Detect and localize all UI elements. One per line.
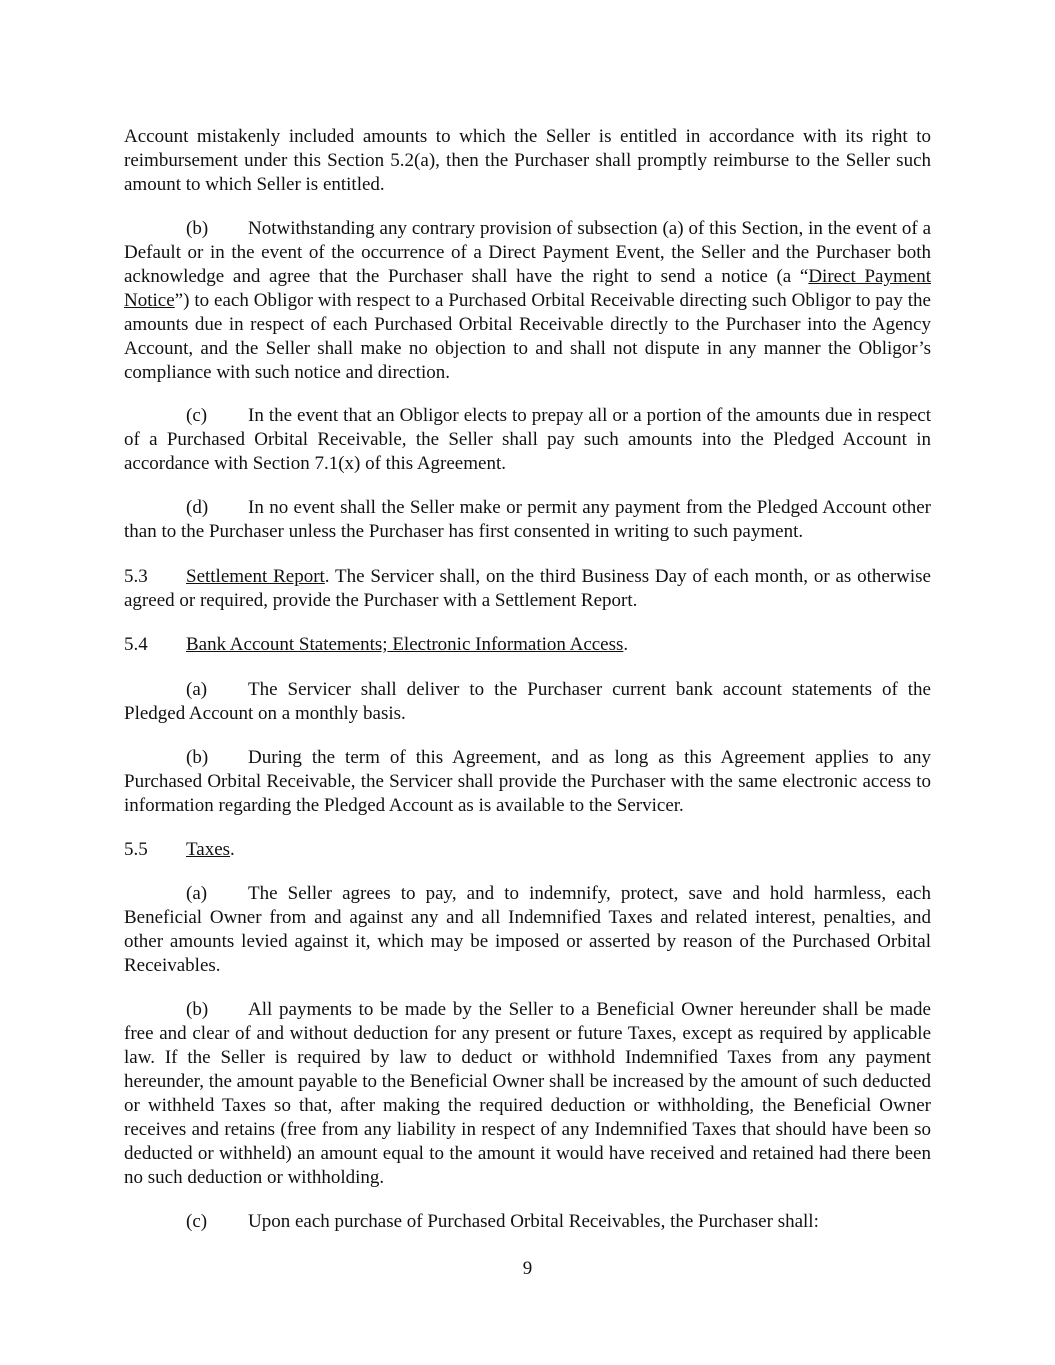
- section-heading: Settlement Report: [186, 566, 325, 587]
- paragraph-5-2-b: [124, 217, 931, 385]
- clause-text: In no event shall the Seller make or permit any payment from the Pledged Account other than to the Purchaser unless the Purchaser has first consented in writing to such payment.: [124, 497, 931, 542]
- clause-label: (d): [186, 497, 209, 518]
- clause-label: (b): [186, 747, 209, 768]
- clause-label: (c): [186, 405, 208, 426]
- clause-label: (a): [186, 883, 208, 904]
- section-5-3: [124, 565, 931, 613]
- paragraph-5-2-d: [124, 496, 931, 544]
- section-5-4: [124, 633, 931, 657]
- clause-text: The Seller agrees to pay, and to indemnify, protect, save and hold harmless, each Beneficial Owner from and against any and all Indemnified Taxes and related interest, penalties, and other amounts levied against it, which may be imposed or asserted by reason of the Purchased Orbital Receivables.: [124, 883, 931, 976]
- section-heading-trail: .: [230, 839, 235, 860]
- paragraph-5-2-c: [124, 404, 931, 476]
- section-number: 5.5: [124, 839, 148, 860]
- section-text: . The Servicer shall, on the third Business Day of each month, or as otherwise agreed or required, provide the Purchaser with a Settlement Report.: [124, 566, 931, 611]
- paragraph-5-4-b: [124, 746, 931, 818]
- clause-text: The Servicer shall deliver to the Purchaser current bank account statements of the Pledged Account on a monthly basis.: [124, 679, 931, 724]
- clause-text: Notwithstanding any contrary provision of subsection (a) of this Section, in the event of a Default or in the event of the occurrence of a Direct Payment Event, the Seller and the Purchaser both acknowledge and agree that the Purchaser shall have the right to send a notice (a “: [124, 218, 931, 287]
- clause-label: (c): [186, 1211, 208, 1232]
- clause-text: ”) to each Obligor with respect to a Purchased Orbital Receivable directing such Obligor to pay the amounts due in respect of each Purchased Orbital Receivable directly to the Purchaser into the Agency Account, and the Seller shall make no objection to and shall not dispute in any manner the Obligor’s compliance with such notice and direction.: [124, 290, 931, 383]
- paragraph-5-4-a: [124, 678, 931, 726]
- section-number: 5.4: [124, 634, 148, 655]
- paragraph-5-5-b: [124, 998, 931, 1190]
- paragraph-continuation: Account mistakenly included amounts to which the Seller is entitled in accordance with its right to reimbursement under this Section 5.2(a), then the Purchaser shall promptly reimburse to the Seller such amount to which Seller is entitled.: [124, 126, 931, 195]
- clause-label: (a): [186, 679, 208, 700]
- section-heading-trail: .: [623, 634, 629, 655]
- paragraph-5-5-a: [124, 882, 931, 978]
- clause-label: (b): [186, 218, 209, 239]
- section-number: 5.3: [124, 566, 148, 587]
- paragraph-5-5-c: [124, 1210, 931, 1234]
- section-heading: Bank Account Statements; Electronic Information Access: [186, 634, 624, 655]
- clause-text: All payments to be made by the Seller to a Beneficial Owner hereunder shall be made free and clear of and without deduction for any present or future Taxes, except as required by applicable law. If the Seller is required by law to deduct or withhold Indemnified Taxes from any payment hereunder, the amount payable to the Beneficial Owner shall be increased by the amount of such deducted or withheld Taxes so that, after making the required deduction or withholding, the Beneficial Owner receives and retains (free from any liability in respect of any Indemnified Taxes that should have been so deducted or withheld) an amount equal to the amount it would have received and retained had there been no such deduction or withholding.: [124, 999, 931, 1188]
- section-5-5: [124, 838, 931, 862]
- clause-text: During the term of this Agreement, and as long as this Agreement applies to any Purchased Orbital Receivable, the Servicer shall provide the Purchaser with the same electronic access to information regarding the Pledged Account as is available to the Servicer.: [124, 747, 931, 816]
- page-number: 9: [522, 1258, 533, 1279]
- defined-term: Direct Payment Notice: [124, 266, 931, 311]
- clause-label: (b): [186, 999, 209, 1020]
- clause-text: In the event that an Obligor elects to prepay all or a portion of the amounts due in respect of a Purchased Orbital Receivable, the Seller shall pay such amounts into the Pledged Account in accordance with Section 7.1(x) of this Agreement.: [124, 405, 931, 474]
- clause-text: Upon each purchase of Purchased Orbital Receivables, the Purchaser shall:: [248, 1211, 819, 1232]
- section-heading: Taxes: [186, 839, 231, 860]
